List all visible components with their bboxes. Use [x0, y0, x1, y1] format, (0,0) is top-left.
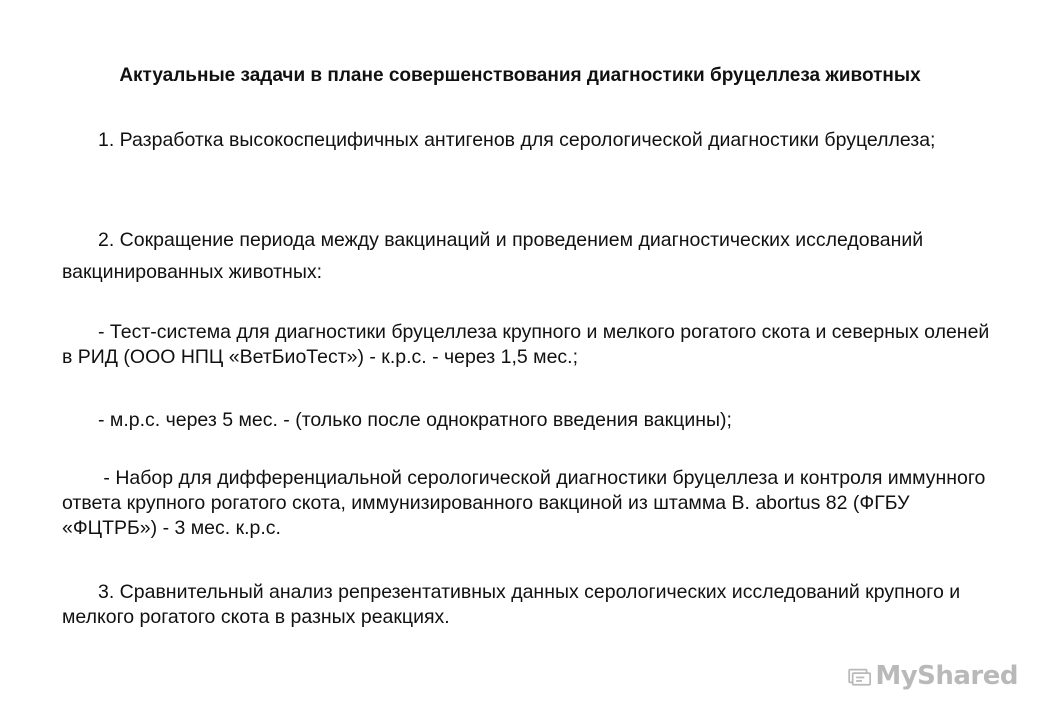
watermark-text: MyShared: [875, 661, 1018, 691]
paragraph-2: [62, 224, 992, 288]
paragraph-6: [62, 580, 992, 630]
paragraph-1: [62, 124, 992, 156]
paragraph-5-text: - Набор для дифференциальной серологической диагностики бруцеллеза и контроля иммунного ответа крупного рогатого скота, иммунизированного вакциной из штамма B. abortus 82 (ФГБУ «ФЦТРБ») - 3 мес. к.р.с.: [62, 467, 986, 539]
paragraph-3-text: - Тест-система для диагностики бруцеллеза крупного и мелкого рогатого скота и северных оленей в РИД (ООО НПЦ «ВетБиоТест») - к.р.с. - через 1,5 мес.;: [62, 321, 990, 368]
paragraph-5: [62, 466, 992, 541]
paragraph-3: [62, 320, 992, 370]
watermark-logo: [848, 656, 1018, 696]
paragraph-6-text: 3. Сравнительный анализ репрезентативных данных серологических исследований крупного и мелкого рогатого скота в разных реакциях.: [62, 581, 961, 628]
paragraph-4-text: - м.р.с. через 5 мес. - (только после однократного введения вакцины);: [98, 409, 732, 431]
paragraph-1-text: 1. Разработка высокоспецифичных антигенов для серологической диагностики бруцеллеза;: [98, 129, 936, 151]
myshared-logo-icon: [848, 659, 871, 693]
paragraph-4: [62, 408, 992, 433]
slide-title: Актуальные задачи в плане совершенствования диагностики бруцеллеза животных: [119, 65, 921, 86]
paragraph-2-text: 2. Сокращение периода между вакцинаций и проведением диагностических исследований вакцинированных животных:: [62, 229, 924, 283]
